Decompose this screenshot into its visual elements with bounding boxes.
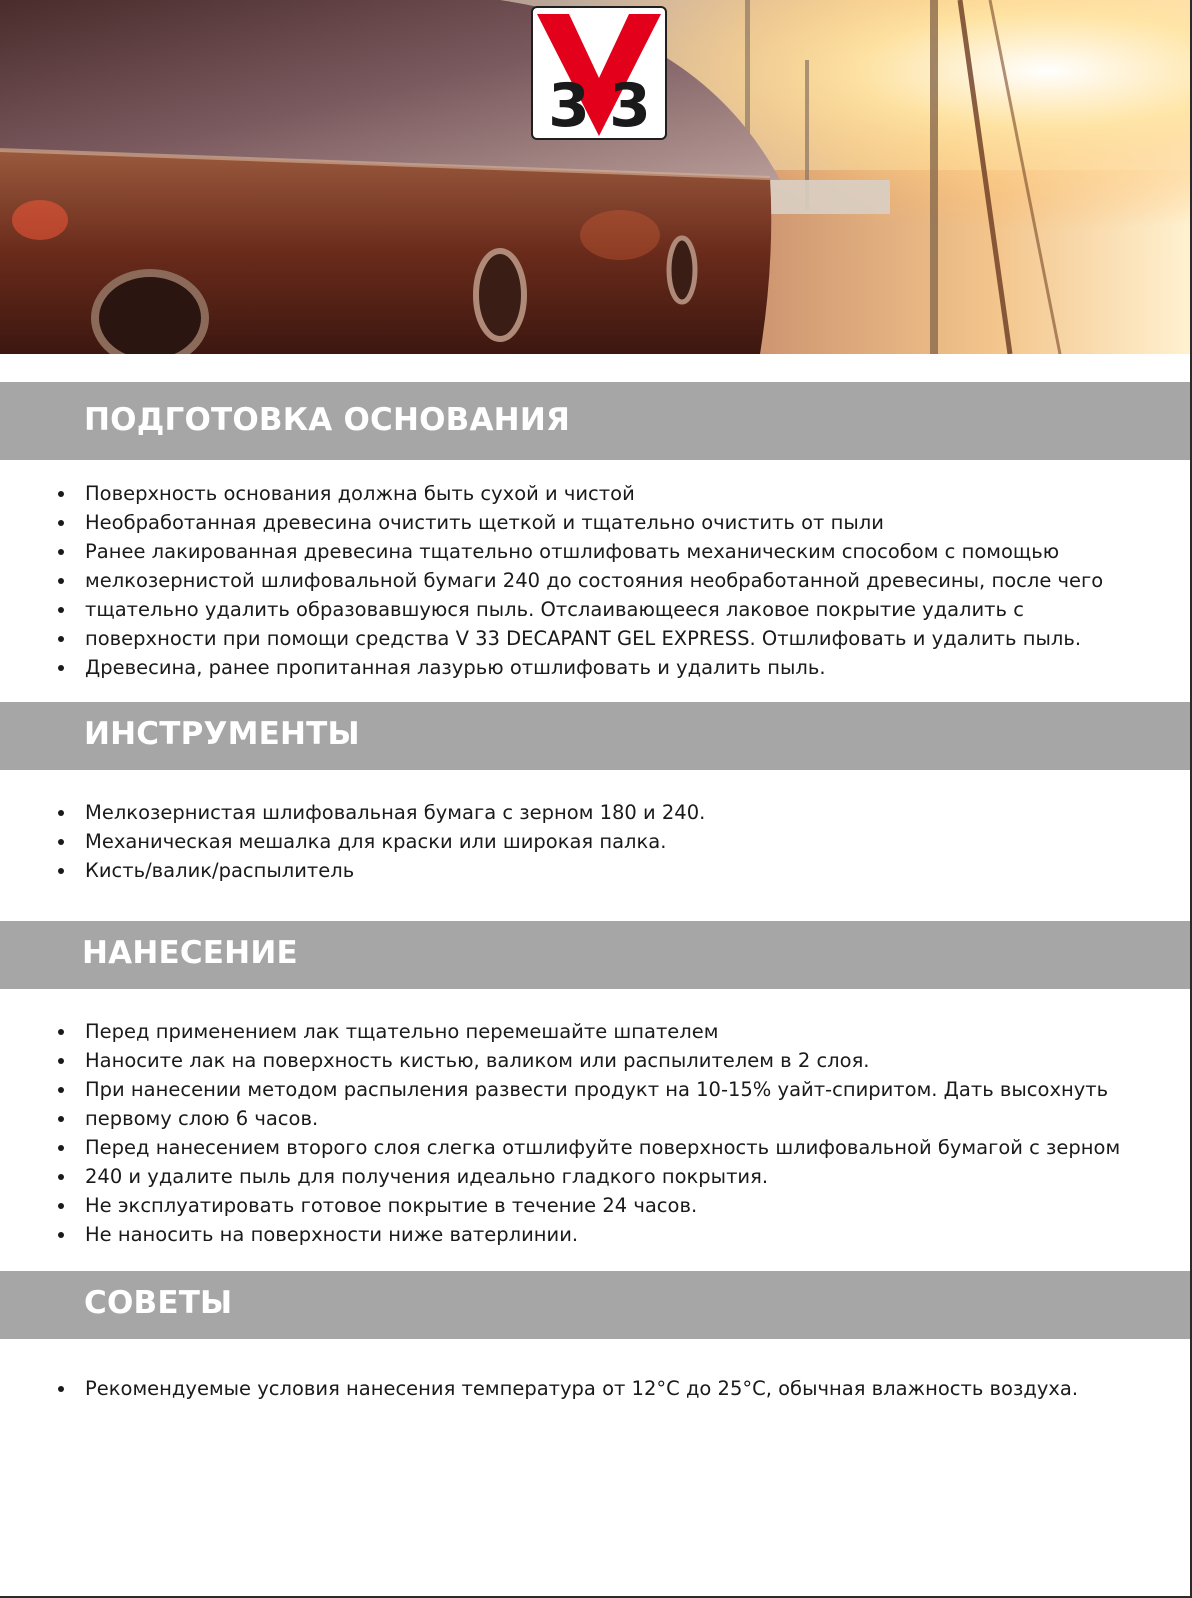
list-item: поверхности при помощи средства V 33 DECAPANT GEL EXPRESS. Отшлифовать и удалить пыль. xyxy=(56,624,1166,653)
bullet-icon xyxy=(58,665,64,671)
list-item: мелкозернистой шлифовальной бумаги 240 до состояния необработанной древесины, после чего xyxy=(56,566,1166,595)
bullet-icon xyxy=(58,1116,64,1122)
preparation-list xyxy=(56,479,1166,682)
list-item: Механическая мешалка для краски или широкая палка. xyxy=(56,827,1166,856)
bullet-icon xyxy=(58,1174,64,1180)
list-item: Кисть/валик/распылитель xyxy=(56,856,1166,885)
svg-text:3: 3 xyxy=(548,71,590,138)
section-title: ИНСТРУМЕНТЫ xyxy=(84,716,360,752)
bullet-icon xyxy=(58,520,64,526)
bullet-icon xyxy=(58,1058,64,1064)
list-item: Не наносить на поверхности ниже ватерлинии. xyxy=(56,1220,1166,1249)
tips-list xyxy=(56,1374,1166,1403)
bullet-icon xyxy=(58,868,64,874)
section-title: НАНЕСЕНИЕ xyxy=(82,935,298,971)
list-item: Необработанная древесина очистить щеткой и тщательно очистить от пыли xyxy=(56,508,1166,537)
svg-text:3: 3 xyxy=(609,71,651,138)
list-item: Перед применением лак тщательно перемешайте шпателем xyxy=(56,1017,1166,1046)
v33-logo-mark xyxy=(533,8,665,138)
list-item: первому слою 6 часов. xyxy=(56,1104,1166,1133)
v33-logo xyxy=(531,6,667,140)
list-item: При нанесении методом распыления развести продукт на 10-15% уайт-спиритом. Дать высохнуть xyxy=(56,1075,1166,1104)
bullet-icon xyxy=(58,607,64,613)
bullet-icon xyxy=(58,839,64,845)
section-title: СОВЕТЫ xyxy=(84,1285,233,1321)
bullet-icon xyxy=(58,549,64,555)
bullet-icon xyxy=(58,578,64,584)
bullet-icon xyxy=(58,1386,64,1392)
tools-list xyxy=(56,798,1166,885)
bullet-icon xyxy=(58,491,64,497)
list-item: Наносите лак на поверхность кистью, валиком или распылителем в 2 слоя. xyxy=(56,1046,1166,1075)
list-item: тщательно удалить образовавшуюся пыль. Отслаивающееся лаковое покрытие удалить с xyxy=(56,595,1166,624)
bullet-icon xyxy=(58,1145,64,1151)
section-title: ПОДГОТОВКА ОСНОВАНИЯ xyxy=(84,402,571,438)
list-item: Ранее лакированная древесина тщательно отшлифовать механическим способом с помощью xyxy=(56,537,1166,566)
list-item: 240 и удалите пыль для получения идеально гладкого покрытия. xyxy=(56,1162,1166,1191)
section-header-preparation xyxy=(0,382,1190,460)
bullet-icon xyxy=(58,810,64,816)
bullet-icon xyxy=(58,1203,64,1209)
list-item: Не эксплуатировать готовое покрытие в течение 24 часов. xyxy=(56,1191,1166,1220)
list-item: Рекомендуемые условия нанесения температура от 12°C до 25°C, обычная влажность воздуха. xyxy=(56,1374,1166,1403)
bullet-icon xyxy=(58,1087,64,1093)
section-header-application xyxy=(0,921,1190,989)
list-item: Мелкозернистая шлифовальная бумага с зерном 180 и 240. xyxy=(56,798,1166,827)
bullet-icon xyxy=(58,1232,64,1238)
section-header-tips xyxy=(0,1271,1190,1339)
list-item: Поверхность основания должна быть сухой и чистой xyxy=(56,479,1166,508)
list-item: Древесина, ранее пропитанная лазурью отшлифовать и удалить пыль. xyxy=(56,653,1166,682)
application-list xyxy=(56,1017,1166,1249)
list-item: Перед нанесением второго слоя слегка отшлифуйте поверхность шлифовальной бумагой с зерном xyxy=(56,1133,1166,1162)
bullet-icon xyxy=(58,1029,64,1035)
section-header-tools xyxy=(0,702,1190,770)
bullet-icon xyxy=(58,636,64,642)
